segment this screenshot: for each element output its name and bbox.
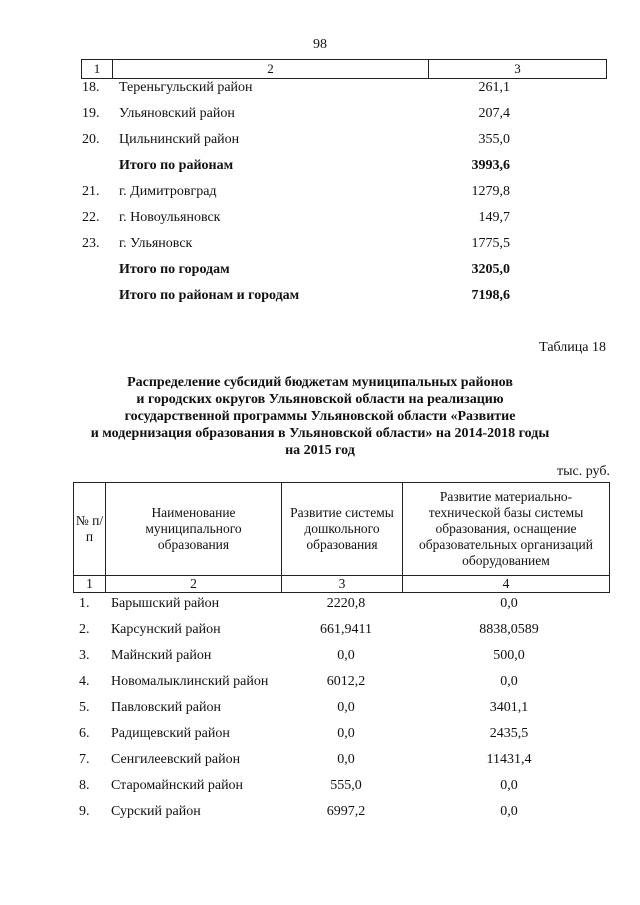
row-value: 1775,5 bbox=[471, 236, 510, 251]
row-value: 149,7 bbox=[478, 210, 510, 225]
row-name: Итого по городам bbox=[119, 262, 230, 277]
header-preschool: Развитие системы дошкольного образования bbox=[282, 483, 403, 576]
header-material-base: Развитие материально-технической базы системы образования, оснащение образовательных организаций оборудованием bbox=[403, 483, 610, 576]
row-name: Старомайнский район bbox=[111, 778, 244, 793]
row-name: Карсунский район bbox=[111, 622, 221, 637]
title-line: Распределение субсидий бюджетам муниципальных районов bbox=[127, 375, 513, 390]
row-number: 19. bbox=[82, 106, 100, 121]
header-municipality: Наименование муниципального образования bbox=[106, 483, 282, 576]
row-number: 8. bbox=[79, 778, 90, 793]
row-number: 3. bbox=[79, 648, 90, 663]
row-number: 23. bbox=[82, 236, 100, 251]
row-number: 5. bbox=[79, 700, 90, 715]
row-name: Майнский район bbox=[111, 648, 212, 663]
row-value: 7198,6 bbox=[471, 288, 510, 303]
title-line: на 2015 год bbox=[285, 443, 355, 458]
row-preschool-value: 0,0 bbox=[337, 648, 355, 663]
row-preschool-value: 2220,8 bbox=[326, 596, 366, 611]
page-number: 98 bbox=[313, 37, 327, 52]
row-number: 21. bbox=[82, 184, 100, 199]
column-number-2: 2 bbox=[106, 576, 282, 593]
row-value: 355,0 bbox=[478, 132, 510, 147]
row-name: Итого по районам и городам bbox=[119, 288, 300, 303]
row-material-value: 0,0 bbox=[500, 596, 518, 611]
title-line: и модернизация образования в Ульяновской области» на 2014-2018 годы bbox=[90, 426, 550, 441]
row-number: 22. bbox=[82, 210, 100, 225]
row-name: г. Новоульяновск bbox=[119, 210, 221, 225]
title-line: и городских округов Ульяновской области на реализацию bbox=[136, 392, 504, 407]
row-name: Сенгилеевский район bbox=[111, 752, 241, 767]
row-value: 261,1 bbox=[478, 80, 510, 95]
column-number-2: 2 bbox=[113, 60, 429, 79]
column-number-3: 3 bbox=[282, 576, 403, 593]
main-table-header bbox=[73, 482, 610, 593]
row-value: 207,4 bbox=[478, 106, 510, 121]
row-preschool-value: 0,0 bbox=[337, 700, 355, 715]
row-material-value: 3401,1 bbox=[489, 700, 529, 715]
row-name: г. Ульяновск bbox=[119, 236, 193, 251]
row-material-value: 0,0 bbox=[500, 778, 518, 793]
row-material-value: 2435,5 bbox=[489, 726, 529, 741]
row-value: 3993,6 bbox=[471, 158, 510, 173]
row-preschool-value: 6012,2 bbox=[326, 674, 366, 689]
row-preschool-value: 0,0 bbox=[337, 752, 355, 767]
row-name: Тереньгульский район bbox=[119, 80, 253, 95]
row-number: 2. bbox=[79, 622, 90, 637]
row-number: 6. bbox=[79, 726, 90, 741]
row-name: Новомалыклинский район bbox=[111, 674, 269, 689]
row-name: г. Димитровград bbox=[119, 184, 217, 199]
row-number: 4. bbox=[79, 674, 90, 689]
row-material-value: 500,0 bbox=[493, 648, 525, 663]
column-number-3: 3 bbox=[429, 60, 607, 79]
row-name: Цильнинский район bbox=[119, 132, 240, 147]
row-number: 1. bbox=[79, 596, 90, 611]
row-number: 20. bbox=[82, 132, 100, 147]
row-number: 9. bbox=[79, 804, 90, 819]
row-name: Барышский район bbox=[111, 596, 220, 611]
row-value: 1279,8 bbox=[471, 184, 510, 199]
row-number: 7. bbox=[79, 752, 90, 767]
document-title bbox=[70, 374, 570, 459]
column-number-4: 4 bbox=[403, 576, 610, 593]
top-table-header bbox=[81, 59, 607, 79]
table-caption: Таблица 18 bbox=[539, 340, 606, 355]
row-name: Сурский район bbox=[111, 804, 201, 819]
row-material-value: 11431,4 bbox=[486, 752, 532, 767]
row-value: 3205,0 bbox=[471, 262, 510, 277]
column-number-1: 1 bbox=[82, 60, 113, 79]
column-number-1: 1 bbox=[74, 576, 106, 593]
header-number: № п/п bbox=[74, 483, 106, 576]
row-material-value: 0,0 bbox=[500, 674, 518, 689]
row-preschool-value: 661,9411 bbox=[320, 622, 372, 637]
row-preschool-value: 555,0 bbox=[330, 778, 362, 793]
row-number: 18. bbox=[82, 80, 100, 95]
row-name: Ульяновский район bbox=[119, 106, 235, 121]
row-material-value: 8838,0589 bbox=[479, 622, 539, 637]
row-material-value: 0,0 bbox=[500, 804, 518, 819]
row-preschool-value: 6997,2 bbox=[326, 804, 366, 819]
row-name: Павловский район bbox=[111, 700, 221, 715]
units-label: тыс. руб. bbox=[557, 464, 610, 479]
row-preschool-value: 0,0 bbox=[337, 726, 355, 741]
row-name: Радищевский район bbox=[111, 726, 230, 741]
row-name: Итого по районам bbox=[119, 158, 234, 173]
title-line: государственной программы Ульяновской области «Развитие bbox=[124, 409, 516, 424]
